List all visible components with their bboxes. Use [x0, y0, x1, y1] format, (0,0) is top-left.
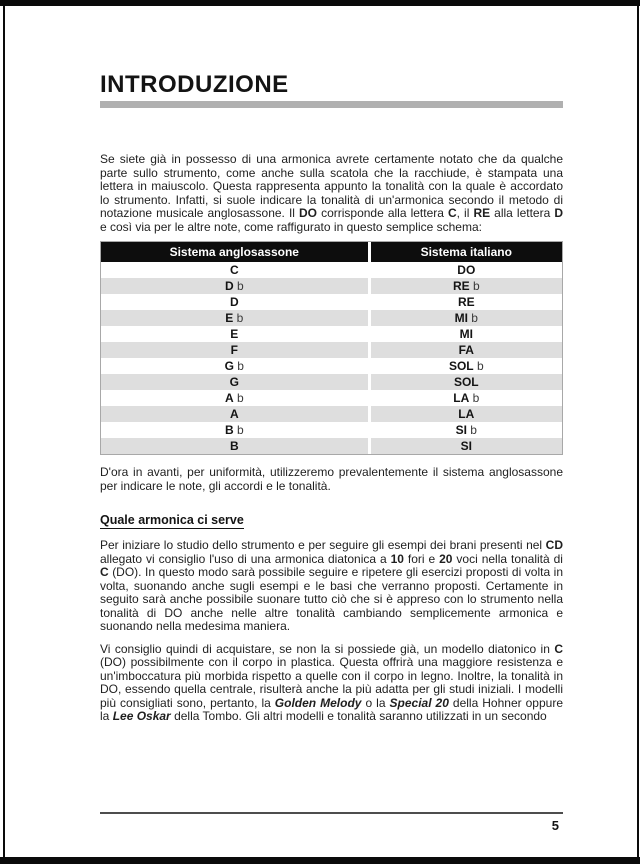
table-row [101, 294, 562, 310]
note-cell: SI b [368, 422, 562, 438]
page-number: 5 [551, 818, 559, 833]
note-cell: G [101, 374, 368, 390]
note-cell: B b [224, 422, 244, 437]
section-heading: Quale armonica ci serve [100, 513, 244, 527]
note-cell: F [101, 342, 368, 358]
note-cell: SI [368, 438, 562, 454]
table-row [101, 262, 562, 278]
note-cell: SOL b [368, 358, 562, 374]
table-row [101, 358, 562, 374]
scan-border-bottom [0, 857, 640, 864]
footer-rule [100, 812, 563, 814]
note-cell: MI [368, 326, 562, 342]
note-cell: LA [368, 406, 562, 422]
scan-border-top [0, 0, 640, 6]
advice-paragraph: Per iniziare lo studio dello strumento e per seguire gli esempi dei brani presenti nel CD allegato vi consiglio l'uso di una armonica diatonica a 10 fori e 20 voci nella tonalità di C (DO). In questo modo sarà possibile seguire e ripetere gli esercizi proposti di volta in volta, suonando anche sugli esempi e le basi che verranno proposti. Certamente in seguito sarà anche possibile suonare tutto ciò che si è appreso con lo strumento nella tonalità di DO anche nelle altre tonalità cambiando semplicemente armonica e suonando nella medesima maniera. [100, 538, 563, 633]
note-cell: SOL [368, 374, 562, 390]
note-cell: G b [224, 358, 244, 373]
note-cell: RE b [368, 278, 562, 294]
table-row [101, 390, 562, 406]
note-cell: A b [224, 390, 244, 405]
note-cell: C [229, 262, 239, 277]
note-cell: MI b [368, 310, 562, 326]
table-header [101, 242, 562, 262]
note-cell: D b [101, 278, 368, 294]
scan-border-right [637, 0, 639, 864]
after-table-paragraph: D'ora in avanti, per uniformità, utilizzeremo prevalentemente il sistema anglosassone per indicare le note, gli accordi e le tonalità. [100, 465, 563, 493]
page-content [100, 72, 563, 724]
column-header-anglosassone: Sistema anglosassone [101, 242, 368, 262]
table-row [101, 326, 562, 342]
table-row [101, 406, 562, 422]
table-row [101, 438, 562, 454]
page-footer [100, 812, 563, 833]
note-systems-table [100, 241, 563, 455]
note-cell: LA b [368, 390, 562, 406]
table-row [101, 278, 562, 294]
scan-border-left [3, 0, 5, 864]
note-cell: E [230, 326, 239, 341]
table-row [101, 422, 562, 438]
models-paragraph: Vi consiglio quindi di acquistare, se non la si possiede già, un modello diatonico in C (DO) possibilmente con il corpo in plastica. Questa offrirà una maggiore resistenza e un'imboccatura più morbida rispetto a quelle con il corpo in legno. Inoltre, la tonalità in DO, essendo quella centrale, risulterà anche la più adatta per gli studi iniziali. I modelli più consigliati sono, pertanto, la Golden Melody o la Special 20 della Hohner oppure la Lee Oskar della Tombo. Gli altri modelli e tonalità saranno utilizzati in un secondo [100, 641, 563, 723]
note-cell: FA [368, 342, 562, 358]
table-row [101, 342, 562, 358]
note-cell: E b [101, 310, 368, 326]
note-cell: B [101, 438, 368, 454]
column-header-italiano: Sistema italiano [368, 242, 562, 262]
table-row [101, 310, 562, 326]
intro-paragraph: Se siete già in possesso di una armonica avrete certamente notato che da qualche parte sullo strumento, come anche sulla scatola che la racchiude, è stampata una lettera in maiuscolo. Questa rappresenta appunto la tonalità con la quale è accordato lo strumento. Infatti, si suole indicare la tonalità di un'armonica secondo il metodo di notazione musicale anglosassone. Il DO corrisponde alla lettera C, il RE alla lettera D e così via per le altre note, come raffigurato in questo semplice schema: [100, 152, 563, 234]
notes-table-rows [101, 262, 562, 454]
note-cell: DO [368, 262, 562, 278]
note-cell: D [229, 294, 239, 309]
table-row [101, 374, 562, 390]
note-cell: A [101, 406, 368, 422]
title-underline-rule [100, 101, 563, 108]
page-title: INTRODUZIONE [100, 71, 289, 98]
table-header-row [101, 242, 562, 262]
note-cell: RE [368, 294, 562, 310]
